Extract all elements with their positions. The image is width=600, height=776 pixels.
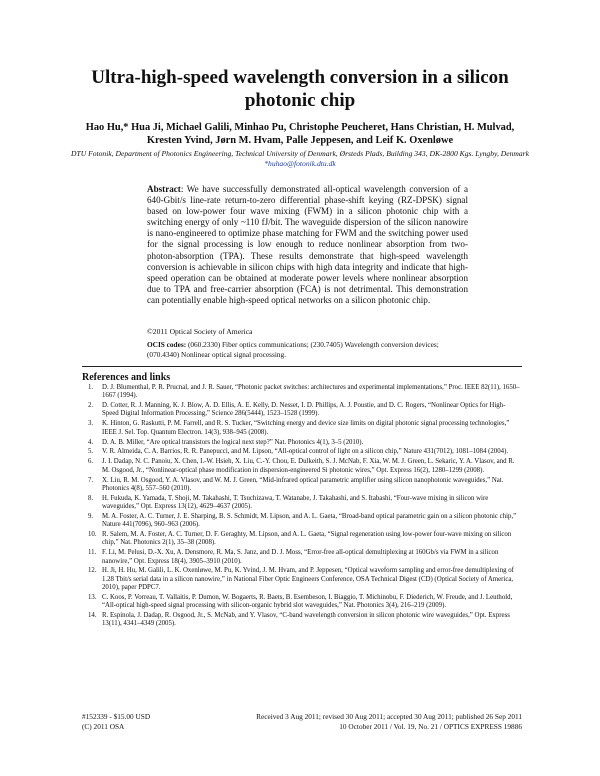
paper-title: Ultra-high-speed wavelength conversion in a silicon photonic chip (91, 67, 509, 111)
reference-number: 6. (88, 458, 94, 466)
reference-number: 5. (88, 448, 94, 456)
reference-number: 2. (88, 402, 94, 410)
affiliation-block (70, 149, 530, 168)
reference-text: H. Ji, H. Hu, M. Galili, L. K. Oxenløwe, M. Pu, K. Yvind, J. M. Hvam, and P. Jeppesen, “Optical waveform sampling and error-free demultiplexing of 1.28 Tbit/s serial data in a silicon nanowire,” in National Fiber Optic Engineers Conference, OSA Technical Digest (CD) (Optical Society of America, 2010), paper PDPC7. (102, 567, 514, 592)
reference-item (88, 495, 522, 512)
reference-item (88, 458, 522, 475)
abstract (147, 184, 468, 306)
reference-text: J. I. Dadap, N. C. Panoiu, X. Chen, I.-W. Hsieh, X. Liu, C.-Y. Chou, E. Dulkeith, S. J. McNab, F. Xia, W. M. J. Green, L. Sekaric, Y. A. Vlasov, and R. M. Osgood, Jr., “Nonlinear-optical phase modification in dispersion-engineered Si photonic wires,” Opt. Express 16(2), 1280–1299 (2008). (102, 458, 515, 474)
copyright-notice: ©2011 Optical Society of America (147, 327, 253, 336)
reference-number: 10. (88, 531, 97, 539)
reference-number: 11. (88, 549, 97, 557)
publication-history: Received 3 Aug 2011; revised 30 Aug 2011; accepted 30 Aug 2011; published 26 Sep 2011 (256, 712, 522, 721)
reference-item (88, 531, 522, 548)
reference-number: 9. (88, 512, 94, 520)
article-id-price: #152339 - $15.00 USD (82, 712, 151, 721)
reference-number: 3. (88, 420, 94, 428)
affiliation: DTU Fotonik, Department of Photonics Engineering, Technical University of Denmark, Ørsteds Plads, Building 343, DK-2800 Kgs. Lyngby, Denmark (70, 149, 530, 158)
author-list: Hao Hu,* Hua Ji, Michael Galili, Minhao Pu, Christophe Peucheret, Hans Christian, H. Mulvad, Kresten Yvind, Jørn M. Hvam, Palle Jeppesen, and Leif K. Oxenløwe (85, 122, 515, 146)
reference-item (88, 477, 522, 494)
reference-list (88, 384, 522, 630)
reference-number: 7. (88, 476, 94, 484)
reference-item (88, 567, 522, 592)
section-divider (82, 366, 522, 367)
reference-item (88, 402, 522, 419)
reference-text: V. R. Almeida, C. A. Barrios, R. R. Panepucci, and M. Lipson, “All-optical control of light on a silicon chip,” Nature 431(7012), 1081–1084 (2004). (102, 448, 509, 456)
reference-number: 12. (88, 567, 97, 575)
reference-item (88, 549, 522, 566)
reference-text: C. Koos, P. Vorreau, T. Vallaitis, P. Dumon, W. Bogaerts, R. Baets, B. Esembeson, I. Biaggio, T. Michinobu, F. Diederich, W. Freude, and J. Leuthold, “All-optical high-speed signal processing with silicon-organic hybrid slot waveguides,” Nat. Photonics 3(4), 216–219 (2009). (102, 593, 513, 610)
reference-text: H. Fukuda, K. Yamada, T. Shoji, M. Takahashi, T. Tsuchizawa, T. Watanabe, J. Takahashi, and S. Itabashi, “Four-wave mixing in silicon wire waveguides,” Opt. Express 13(12), 4629–4637 (2005). (102, 494, 489, 511)
reference-item (88, 594, 522, 611)
ocis-label: OCIS codes: (147, 340, 187, 349)
reference-item (88, 384, 522, 401)
page-footer (82, 712, 522, 731)
reference-text: D. A. B. Miller, “Are optical transistors the logical next step?” Nat. Photonics 4(1), 3–5 (2010). (102, 438, 364, 446)
journal-issue: 10 October 2011 / Vol. 19, No. 21 / OPTICS EXPRESS 19886 (339, 721, 522, 731)
ocis-text: (060.2330) Fiber optics communications; (230.7405) Wavelength conversion devices; (070.4340) Nonlinear optical signal processing. (147, 340, 439, 359)
reference-text: M. A. Foster, A. C. Turner, J. E. Sharping, B. S. Schmidt, M. Lipson, and A. L. Gaeta, “Broad-band optical parametric gain on a silicon photonic chip,” Nature 441(7096), 960–963 (2006). (102, 512, 517, 529)
abstract-text: : We have successfully demonstrated all-optical wavelength conversion of a 640-Gbit/s line-rate return-to-zero differential phase-shift keying (RZ-DPSK) signal based on low-power four wave mixing (FWM) in a silicon photonic chip with a switching energy of only ~110 fJ/bit. The waveguide dispersion of the silicon nanowire is nano-engineered to optimize phase matching for FWM and the switching power used for the signal processing is low enough to reduce nonlinear absorption from two-photon-absorption (TPA). These results demonstrate that high-speed wavelength conversion is achievable in silicon chips with high data integrity and indicate that high-speed operation can be obtained at moderate power levels where nonlinear absorption due to TPA and free-carrier absorption (FCA) is not detrimental. This demonstration can potentially enable high-speed optical networks on a silicon photonic chip. (147, 184, 468, 305)
footer-copyright: (C) 2011 OSA (82, 721, 125, 731)
reference-item (88, 439, 522, 447)
reference-text: D. J. Blumenthal, P. R. Prucnal, and J. R. Sauer, “Photonic packet switches: architectures and experimental implementations,” Proc. IEEE 82(11), 1650–1667 (1994). (102, 384, 520, 400)
corresponding-email: *huhao@fotonik.dtu.dk (264, 158, 336, 168)
reference-number: 14. (88, 612, 97, 620)
reference-text: R. Espinola, J. Dadap, R. Osgood, Jr., S. McNab, and Y. Vlasov, “C-band wavelength conversion in silicon photonic wire waveguides,” Opt. Express 13(11), 4341–4349 (2005). (102, 612, 510, 628)
reference-text: F. Li, M. Pelusi, D.-X. Xu, A. Densmore, R. Ma, S. Janz, and D. J. Moss, “Error-free all-optical demultiplexing at 160Gb/s via FWM in a silicon nanowire,” Opt. Express 18(4), 3905–3910 (2010). (102, 549, 499, 565)
reference-item (88, 448, 522, 456)
reference-text: R. Salem, M. A. Foster, A. C. Turner, D. F. Geraghty, M. Lipson, and A. L. Gaeta, “Signal regeneration using low-power four-wave mixing on silicon chip,” Nat. Photonics 2(1), 35–38 (2008). (102, 531, 512, 547)
reference-number: 13. (88, 593, 97, 601)
reference-text: D. Cotter, R. J. Manning, K. J. Blow, A. D. Ellis, A. E. Kelly, D. Nesset, I. D. Phillips, A. J. Poustie, and D. C. Rogers, “Nonlinear Optics for High-Speed Digital Information Processing,” Science 286(5444), 1523–1528 (1999). (102, 402, 506, 418)
reference-number: 4. (88, 438, 94, 446)
reference-number: 1. (88, 384, 94, 391)
reference-number: 8. (88, 494, 94, 502)
ocis-codes (147, 340, 468, 359)
reference-item (88, 612, 522, 629)
references-heading: References and links (82, 372, 171, 383)
reference-item (88, 513, 522, 530)
abstract-label: Abstract (147, 184, 181, 194)
reference-item (88, 420, 522, 437)
reference-text: K. Hinton, G. Raskutti, P. M. Farrell, and R. S. Tucker, “Switching energy and device size limits on digital photonic signal processing technologies,” IEEE J. Sel. Top. Quantum Electron. 14(3), 938–945 (2008). (102, 420, 510, 436)
reference-text: X. Liu, R. M. Osgood, Y. A. Vlasov, and W. M. J. Green, “Mid-infrared optical parametric amplifier using silicon nanophotonic waveguides,” Nat. Photonics 4(8), 557–560 (2010). (102, 476, 504, 492)
